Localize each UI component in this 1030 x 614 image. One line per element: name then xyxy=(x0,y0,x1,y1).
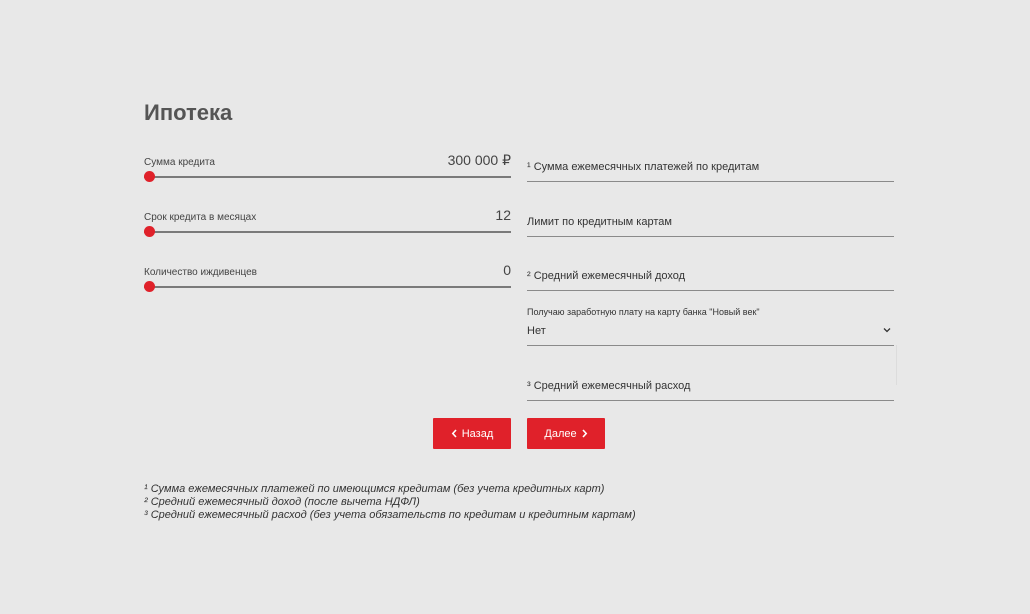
loan-amount-label: Сумма кредита xyxy=(144,157,215,168)
card-limit-field[interactable] xyxy=(527,216,894,237)
footnotes xyxy=(144,483,636,522)
divider xyxy=(896,345,897,385)
salary-select-caption: Получаю заработную плату на карту банка "Новый век" xyxy=(527,307,760,317)
chevron-right-icon xyxy=(581,429,588,438)
footnote: ² Средний ежемесячный доход (после вычета НДФЛ) xyxy=(144,496,420,508)
next-button-label: Далее xyxy=(544,427,577,440)
next-button[interactable] xyxy=(527,418,605,449)
monthly-payments-placeholder: ¹ Сумма ежемесячных платежей по кредитам xyxy=(527,161,760,173)
back-button-label: Назад xyxy=(461,427,494,440)
loan-term-track[interactable] xyxy=(144,231,511,233)
loan-term-value: 12 xyxy=(495,207,511,223)
footnote: ³ Средний ежемесячный расход (без учета обязательств по кредитам и кредитным картам) xyxy=(144,509,636,521)
loan-term-thumb[interactable] xyxy=(144,226,155,237)
chevron-down-icon[interactable] xyxy=(883,326,891,334)
dependents-track[interactable] xyxy=(144,286,511,288)
footnote: ¹ Сумма ежемесячных платежей по имеющимся кредитам (без учета кредитных карт) xyxy=(144,483,605,495)
salary-select[interactable] xyxy=(527,325,894,346)
monthly-expense-placeholder: ³ Средний ежемесячный расход xyxy=(527,380,691,392)
monthly-expense-field[interactable] xyxy=(527,380,894,401)
card-limit-placeholder: Лимит по кредитным картам xyxy=(527,216,672,228)
monthly-payments-field[interactable] xyxy=(527,161,894,182)
loan-term-label: Срок кредита в месяцах xyxy=(144,212,257,223)
dependents-thumb[interactable] xyxy=(144,281,155,292)
loan-amount-track[interactable] xyxy=(144,176,511,178)
loan-amount-thumb[interactable] xyxy=(144,171,155,182)
monthly-income-placeholder: ² Средний ежемесячный доход xyxy=(527,270,686,282)
chevron-left-icon xyxy=(451,429,458,438)
salary-select-value: Нет xyxy=(527,325,546,337)
dependents-label: Количество иждивенцев xyxy=(144,267,257,278)
dependents-value: 0 xyxy=(503,262,511,278)
page-title: Ипотека xyxy=(144,100,233,125)
back-button[interactable] xyxy=(433,418,511,449)
monthly-income-field[interactable] xyxy=(527,270,894,291)
loan-amount-value: 300 000 ₽ xyxy=(447,152,511,168)
